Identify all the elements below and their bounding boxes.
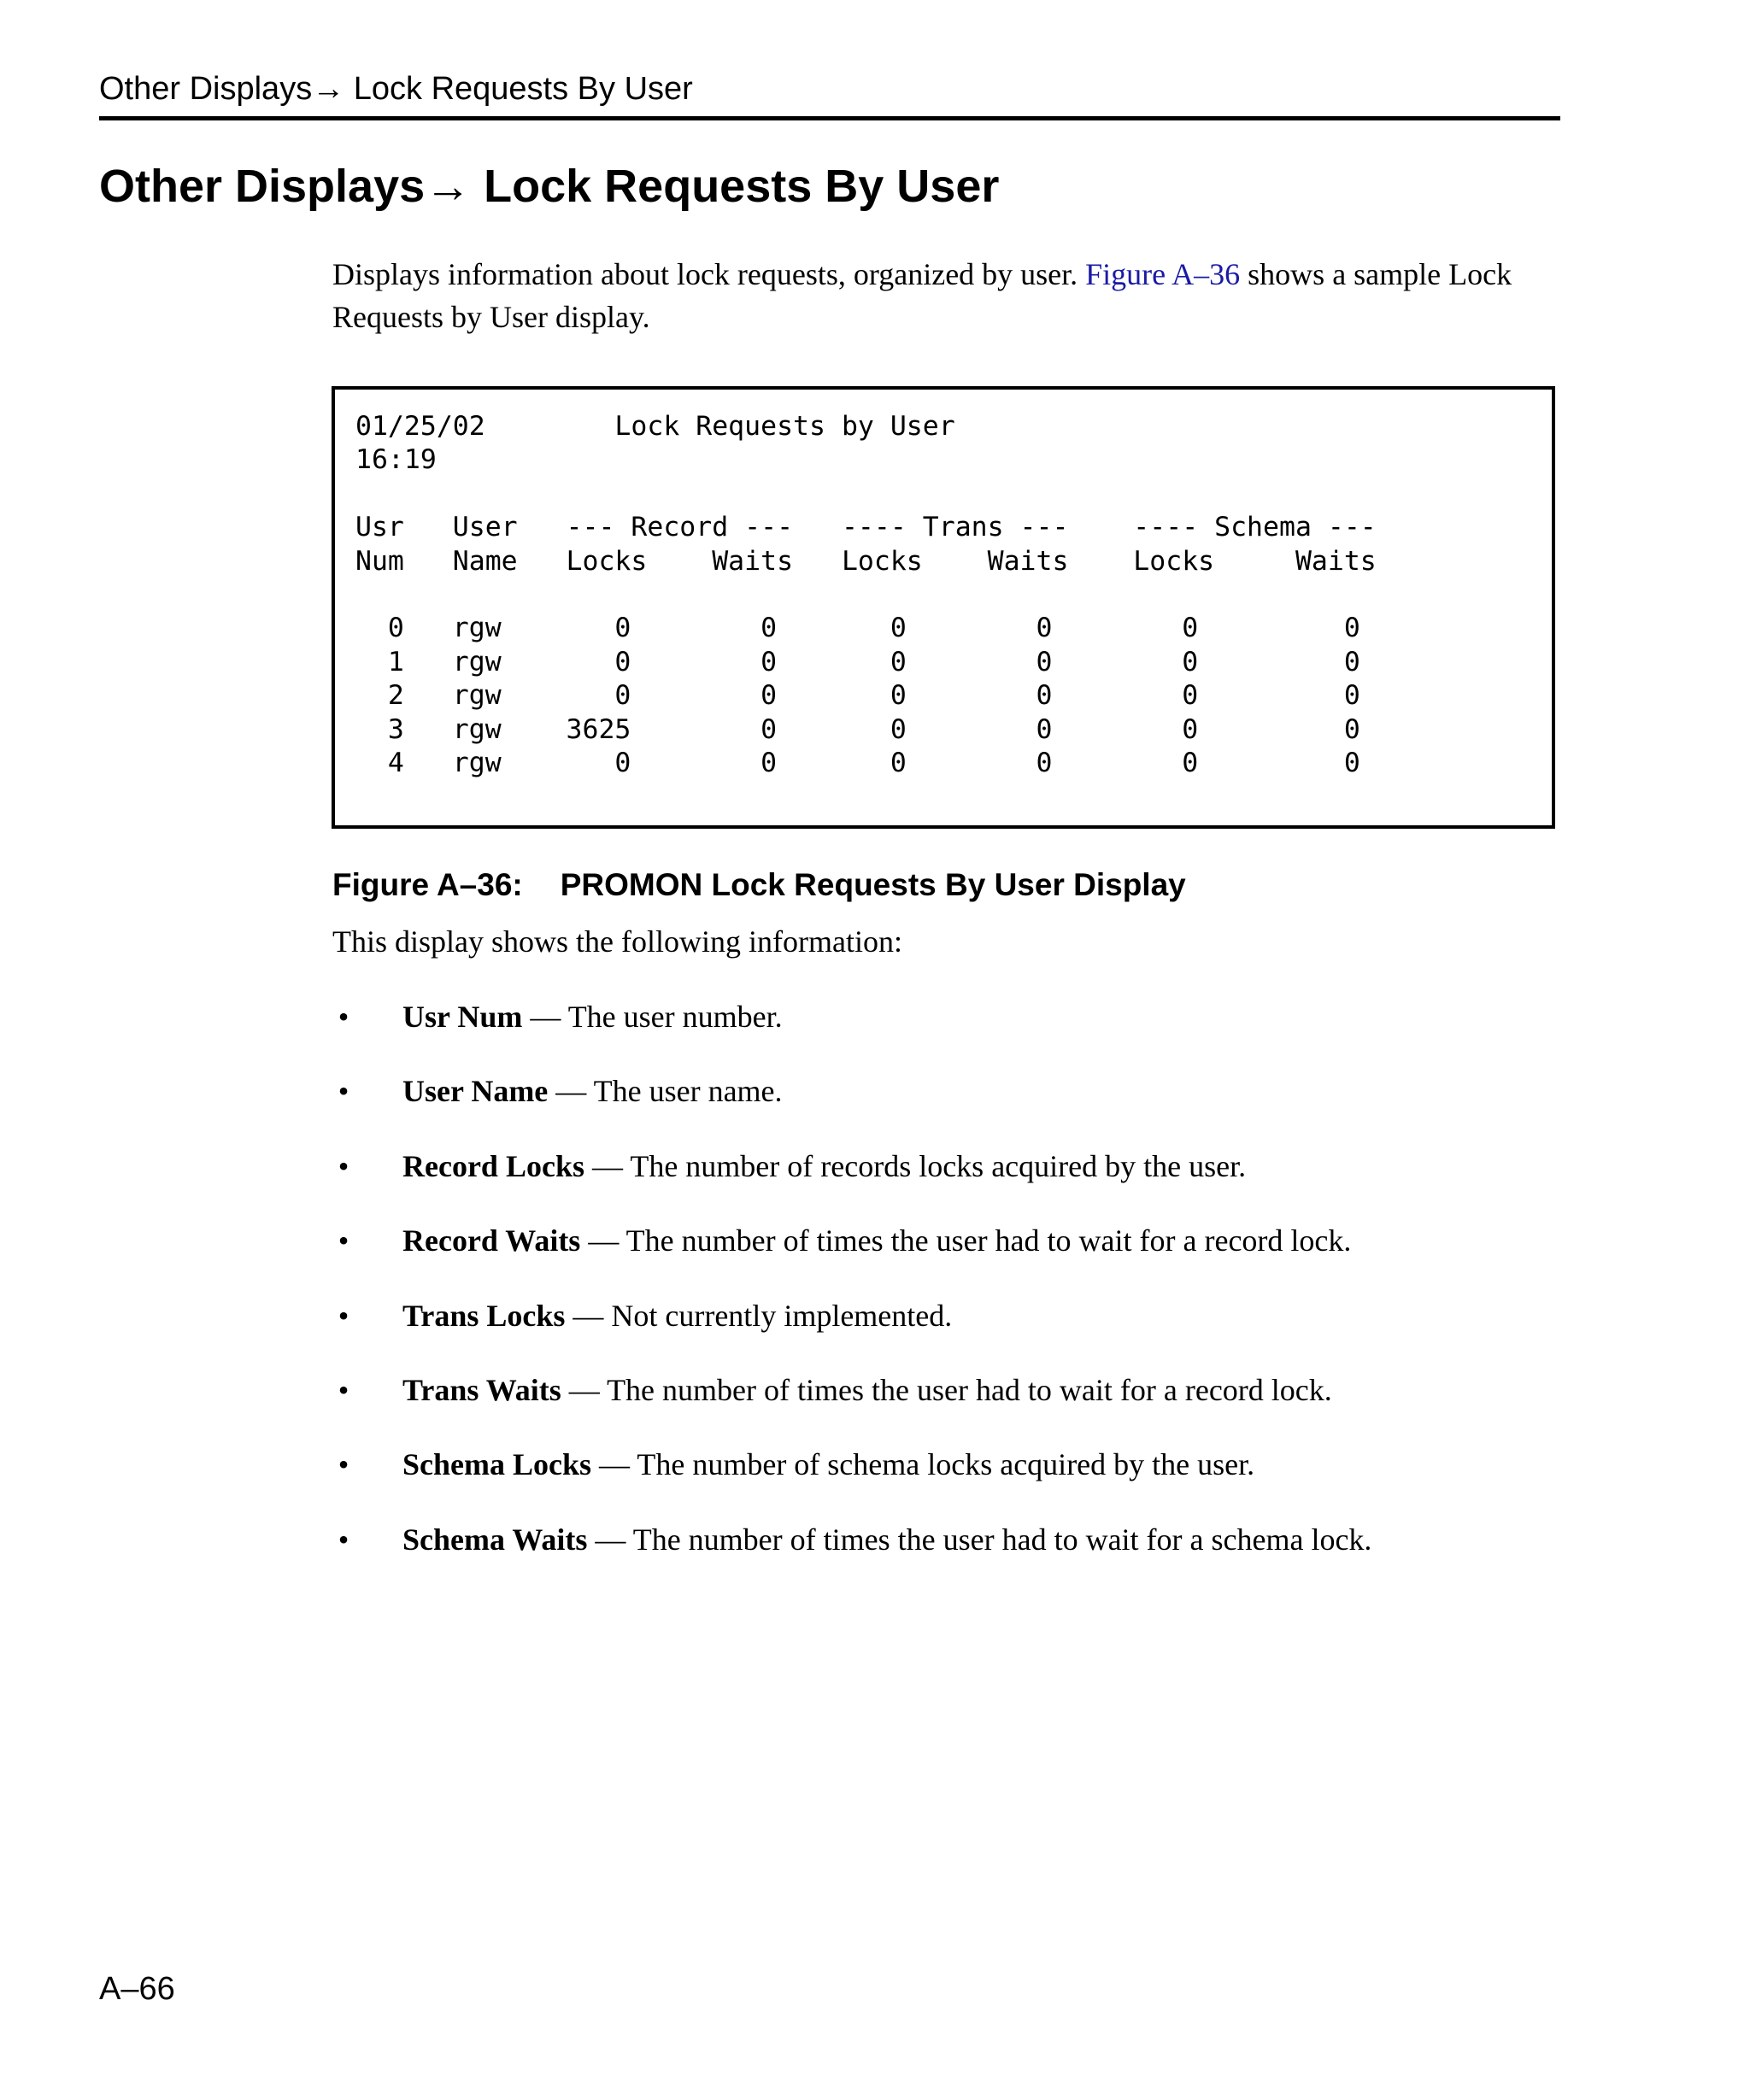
running-header: Other Displays→ Lock Requests By User bbox=[99, 65, 1560, 120]
list-item-term: Trans Locks bbox=[402, 1298, 566, 1333]
list-item-text bbox=[402, 993, 783, 1041]
list-item-term: User Name bbox=[402, 1074, 549, 1109]
intro-text-end: shows a sample Lock Requests by User display. bbox=[332, 257, 1512, 334]
screen-line: Num Name Locks Waits Locks Waits Locks Waits bbox=[355, 545, 1377, 577]
list-item bbox=[332, 1440, 1571, 1515]
screen-line: 1 rgw 0 0 0 0 0 0 bbox=[387, 646, 1360, 678]
list-item-term: Schema Waits bbox=[402, 1522, 588, 1557]
screen-line: 01/25/02 Lock Requests by User bbox=[355, 411, 955, 442]
list-item-description: — The user name. bbox=[548, 1074, 783, 1109]
list-item bbox=[332, 1067, 1571, 1141]
list-item-text bbox=[402, 1142, 1246, 1190]
list-item-description: — The number of records locks acquired by the user. bbox=[584, 1148, 1247, 1183]
figure-caption-text: PROMON Lock Requests By User Display bbox=[560, 867, 1186, 902]
list-item-term: Schema Locks bbox=[402, 1447, 592, 1482]
list-item bbox=[332, 1292, 1571, 1366]
list-item-description: — Not currently implemented. bbox=[565, 1298, 953, 1333]
list-item bbox=[332, 1217, 1571, 1291]
field-definitions-list bbox=[332, 993, 1571, 1590]
list-item bbox=[332, 993, 1571, 1067]
bullet-dot-icon: • bbox=[338, 1000, 349, 1034]
screen-line: 0 rgw 0 0 0 0 0 0 bbox=[387, 613, 1360, 644]
screen-line: 16:19 bbox=[355, 444, 437, 476]
screen-line: 2 rgw 0 0 0 0 0 0 bbox=[387, 680, 1360, 712]
list-item-text bbox=[402, 1366, 1332, 1414]
bullet-dot-icon: • bbox=[338, 1522, 349, 1557]
promon-screen-text bbox=[355, 410, 1377, 780]
list-intro: This display shows the following information: bbox=[332, 924, 902, 959]
bullet-dot-icon: • bbox=[338, 1148, 349, 1183]
list-item-text bbox=[402, 1292, 952, 1340]
list-item-text bbox=[402, 1440, 1254, 1488]
list-item-description: — The user number. bbox=[522, 1000, 783, 1034]
screen-line: 4 rgw 0 0 0 0 0 0 bbox=[355, 748, 1360, 779]
list-item bbox=[332, 1142, 1571, 1217]
list-item-description: — The number of times the user had to wait for a schema lock. bbox=[587, 1522, 1372, 1557]
screen-line: Usr User --- Record --- ---- Trans --- ---- Schema --- bbox=[355, 512, 1377, 543]
list-item-term: Record Waits bbox=[402, 1223, 581, 1258]
list-item-description: — The number of times the user had to wait for a record lock. bbox=[561, 1372, 1332, 1407]
page-title: Other Displays→ Lock Requests By User bbox=[99, 161, 1000, 212]
list-item-text bbox=[402, 1516, 1371, 1563]
bullet-dot-icon: • bbox=[338, 1447, 349, 1482]
list-item-text bbox=[402, 1067, 783, 1115]
list-item-text bbox=[402, 1217, 1351, 1264]
list-item bbox=[332, 1366, 1571, 1440]
list-item-term: Trans Waits bbox=[402, 1372, 561, 1407]
bullet-dot-icon: • bbox=[338, 1074, 349, 1109]
figure-link[interactable]: Figure A–36 bbox=[1085, 257, 1241, 291]
bullet-dot-icon: • bbox=[338, 1223, 349, 1258]
list-item-description: — The number of times the user had to wait for a record lock. bbox=[580, 1223, 1352, 1258]
bullet-dot-icon: • bbox=[338, 1298, 349, 1333]
list-item-term: Usr Num bbox=[402, 1000, 523, 1034]
page-number: A–66 bbox=[99, 1971, 175, 2007]
screen-line: 3 rgw 3625 0 0 0 0 0 bbox=[387, 713, 1360, 745]
list-item bbox=[332, 1516, 1571, 1590]
promon-screen-figure bbox=[332, 386, 1555, 829]
list-item-description: — The number of schema locks acquired by the user. bbox=[591, 1447, 1255, 1482]
figure-caption bbox=[332, 861, 1186, 909]
bullet-dot-icon: • bbox=[338, 1372, 349, 1407]
intro-paragraph bbox=[332, 253, 1563, 338]
list-item-term: Record Locks bbox=[402, 1148, 584, 1183]
figure-caption-label: Figure A–36: bbox=[332, 867, 523, 902]
intro-text-start: Displays information about lock requests, organized by user. bbox=[332, 257, 1086, 291]
